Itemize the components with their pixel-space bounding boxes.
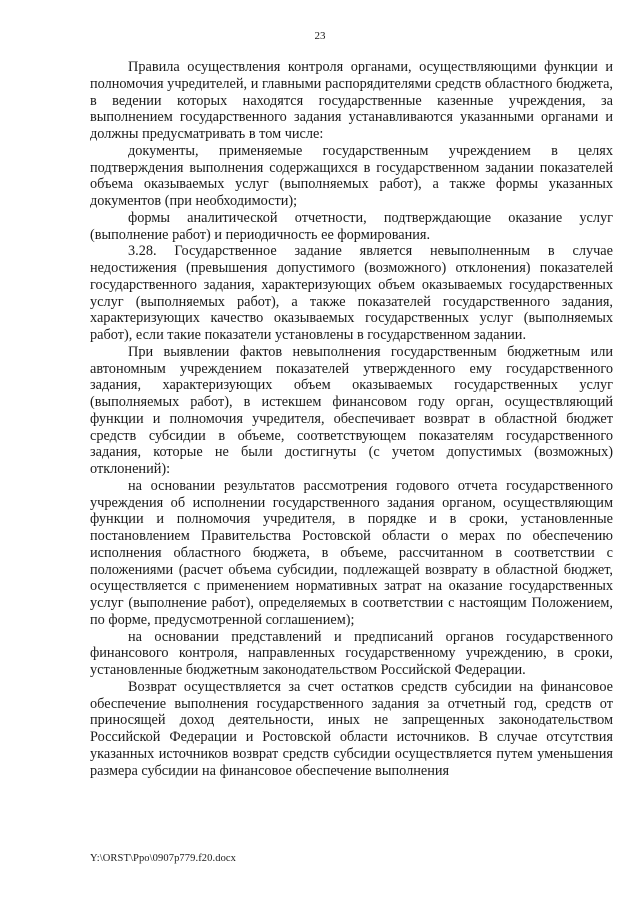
paragraph-section-3-28: 3.28. Государственное задание является невыполненным в случае недостижения (превышения допустимого (возможного) отклонения) показателей государственного задания, характеризующих объем оказываемых государственных услуг (выполняемых работ), а также показателей государственного задания, характеризующих качество оказываемых государственных услуг (выполняемых работ), если такие показатели установлены в государственном задании. [90,243,613,343]
document-body [90,59,613,779]
page-number: 23 [314,30,326,42]
footer-file-path: Y:\ORST\Ppo\0907p779.f20.docx [90,853,237,864]
paragraph-non-fulfillment: При выявлении фактов невыполнения государственным бюджетным или автономным учреждением показателей утвержденного ему государственного задания, характеризующих объем оказываемых государственных услуг (выполняемых работ), в истекшем финансовом году орган, осуществляющий функции и полномочия учредителя, обеспечивает возврат в областной бюджет средств субсидии в объеме, соответствующем показателям государственного задания, которые не были достигнуты (с учетом допустимых (возможных) отклонений): [90,343,613,477]
paragraph-annual-report-basis: на основании результатов рассмотрения годового отчета государственного учреждения об исполнении государственного задания органом, осуществляющим функции и полномочия учредителя, в порядке и в сроки, установленные постановлением Правительства Ростовской области о мерах по обеспечению исполнения областного бюджета, в объеме, рассчитанном в соответствии с положениями (расчет объема субсидии, подлежащей возврату в областной бюджет, осуществляется с применением нормативных затрат на оказание государственных услуг (выполнение работ), определяемых в соответствии с настоящим Положением, по форме, предусмотренной соглашением); [90,477,613,628]
paragraph-financial-control-basis: на основании представлений и предписаний органов государственного финансового контроля, направленных государственному учреждению, в сроки, установленные бюджетным законодательством Российской Федерации. [90,628,613,678]
paragraph-control-rules: Правила осуществления контроля органами, осуществляющими функции и полномочия учредителей, и главными распорядителями средств областного бюджета, в ведении которых находятся государственные казенные учреждения, за выполнением государственного задания устанавливаются указанными органами и должны предусматривать в том числе: [90,59,613,142]
paragraph-report-forms: формы аналитической отчетности, подтверждающие оказание услуг (выполнение работ) и периодичность ее формирования. [90,209,613,243]
paragraph-documents: документы, применяемые государственным учреждением в целях подтверждения выполнения содержащихся в государственном задании показателей объема оказываемых услуг (выполняемых работ), а также формы указанных документов (при необходимости); [90,142,613,209]
paragraph-refund-sources: Возврат осуществляется за счет остатков средств субсидии на финансовое обеспечение выполнения государственного задания за отчетный год, средств от приносящей доход деятельности, иных не запрещенных законодательством Российской Федерации и Ростовской области источников. В случае отсутствия указанных источников возврат средств субсидии осуществляется путем уменьшения размера субсидии на финансовое обеспечение выполнения [90,678,613,779]
